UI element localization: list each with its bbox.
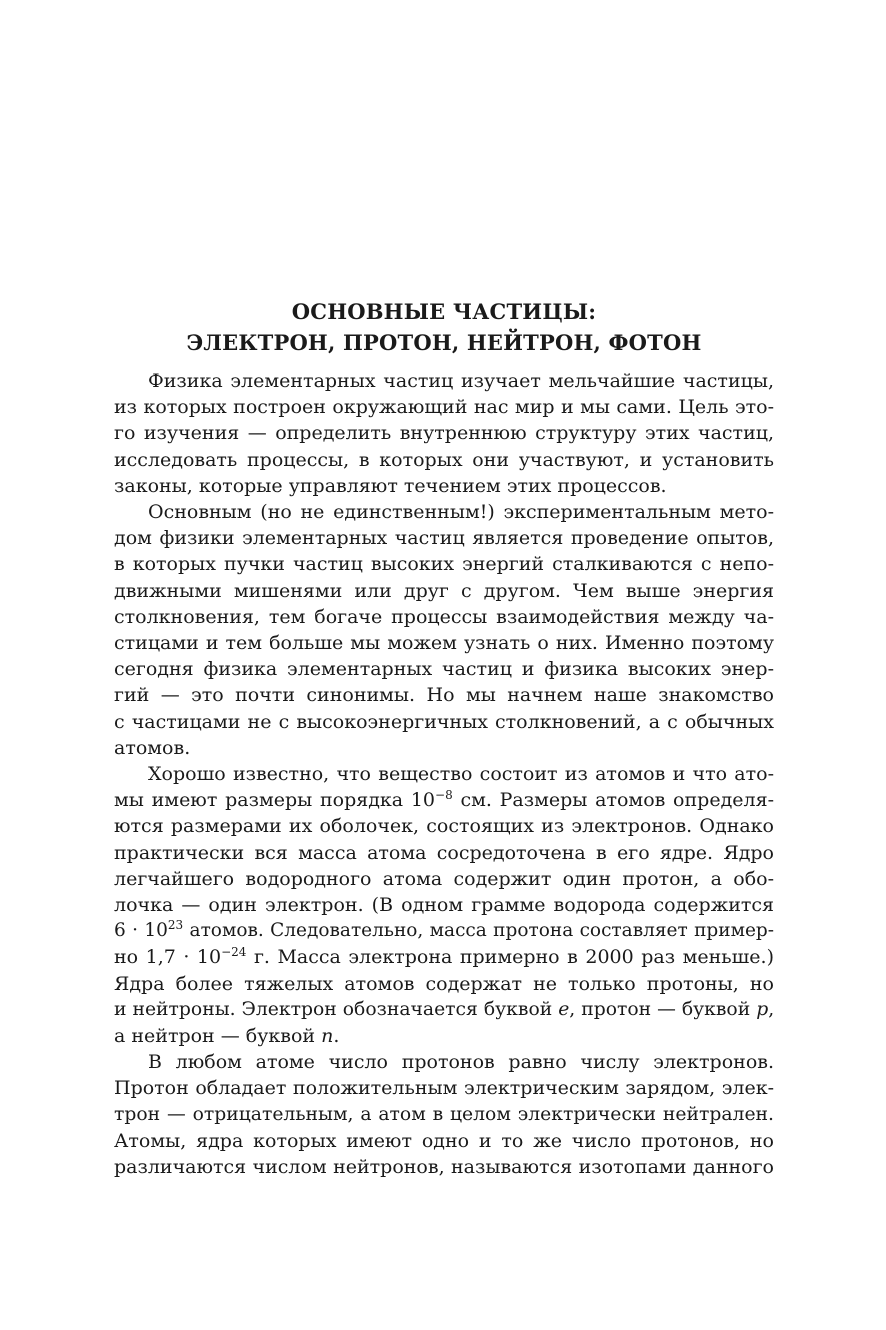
heading-line-1: ОСНОВНЫЕ ЧАСТИЦЫ: (291, 299, 597, 324)
exponent: −8 (435, 788, 453, 803)
paragraph-1 (114, 368, 774, 499)
text-line: стицами и тем больше мы можем узнать о них. Именно поэтому (114, 632, 774, 655)
text-line: Атомы, ядра которых имеют одно и то же число протонов, но (114, 1129, 774, 1152)
text-line: атомов. (114, 736, 191, 759)
text-fragment: , протон — буквой (569, 998, 757, 1020)
text-fragment: а нейтрон — буквой (114, 1025, 322, 1048)
paragraph-3 (114, 761, 774, 1049)
text-line: лочка — один электрон. (В одном грамме водорода содержится (114, 894, 774, 917)
text-line: Протон обладает положительным электрическим зарядом, элек- (114, 1077, 774, 1100)
text-line: В любом атоме число протонов равно числу электронов. (148, 1051, 774, 1074)
text-fragment: мы имеют размеры порядка 10 (114, 789, 436, 812)
text-line (114, 997, 774, 1023)
text-line: с частицами не с высокоэнергичных столкновений, а с обычных (114, 710, 774, 733)
text-fragment: и нейтроны. Электрон обозначается буквой (114, 998, 559, 1020)
paragraph-2 (114, 499, 774, 761)
text-line: Хорошо известно, что вещество состоит из атомов и что ато- (148, 763, 774, 786)
text-line: Основным (но не единственным!) экспериментальным мето- (148, 501, 774, 524)
text-fragment: . (333, 1025, 340, 1048)
text-line: Физика элементарных частиц изучает мельчайшие частицы, (148, 370, 774, 392)
text-line (114, 787, 774, 813)
symbol-proton: p (756, 998, 769, 1020)
text-line (114, 1023, 774, 1049)
symbol-electron: e (558, 998, 570, 1020)
exponent: −24 (221, 945, 247, 960)
text-fragment: см. Размеры атомов определя- (452, 789, 774, 812)
exponent: 23 (167, 918, 184, 933)
text-line: сегодня физика элементарных частиц и физика высоких энер- (114, 658, 774, 681)
text-fragment: но 1,7 · 10 (114, 946, 222, 969)
text-line: законы, которые управляют течением этих процессов. (114, 474, 667, 497)
text-line (114, 944, 774, 970)
text-line: ются размерами их оболочек, состоящих из электронов. Однако (114, 815, 774, 838)
text-fragment: , (768, 998, 775, 1020)
text-line: легчайшего водородного атома содержит один протон, а обо- (114, 867, 774, 890)
text-line: движными мишенями или друг с другом. Чем выше энергия (114, 579, 774, 602)
text-line (114, 918, 774, 944)
page-content (114, 296, 774, 1180)
text-fragment: г. Масса электрона примерно в 2000 раз меньше.) (246, 946, 774, 969)
text-line: гий — это почти синонимы. Но мы начнем наше знакомство (114, 684, 774, 707)
text-line: различаются числом нейтронов, называются изотопами данного (114, 1156, 774, 1179)
text-fragment: атомов. Следовательно, масса протона составляет пример- (183, 920, 775, 942)
symbol-neutron: n (321, 1025, 334, 1048)
text-line: дом физики элементарных частиц является проведение опытов, (114, 527, 774, 550)
heading-line-2: ЭЛЕКТРОН, ПРОТОН, НЕЙТРОН, ФОТОН (186, 330, 702, 355)
text-line: в которых пучки частиц высоких энергий сталкиваются с непо- (114, 553, 774, 576)
text-line: го изучения — определить внутреннюю структуру этих частиц, (114, 422, 774, 445)
text-line: исследовать процессы, в которых они участвуют, и установить (114, 448, 774, 471)
text-line: практически вся масса атома сосредоточена в его ядре. Ядро (114, 841, 774, 864)
text-line: трон — отрицательным, а атом в целом электрически нейтрален. (114, 1103, 774, 1125)
paragraph-4 (114, 1049, 774, 1180)
text-line: Ядра более тяжелых атомов содержат не только протоны, но (114, 972, 774, 995)
chapter-heading (114, 296, 774, 358)
text-line: из которых построен окружающий нас мир и мы сами. Цель это- (114, 396, 774, 419)
text-fragment: 6 · 10 (114, 920, 168, 942)
text-line: столкновения, тем богаче процессы взаимодействия между ча- (114, 605, 774, 628)
